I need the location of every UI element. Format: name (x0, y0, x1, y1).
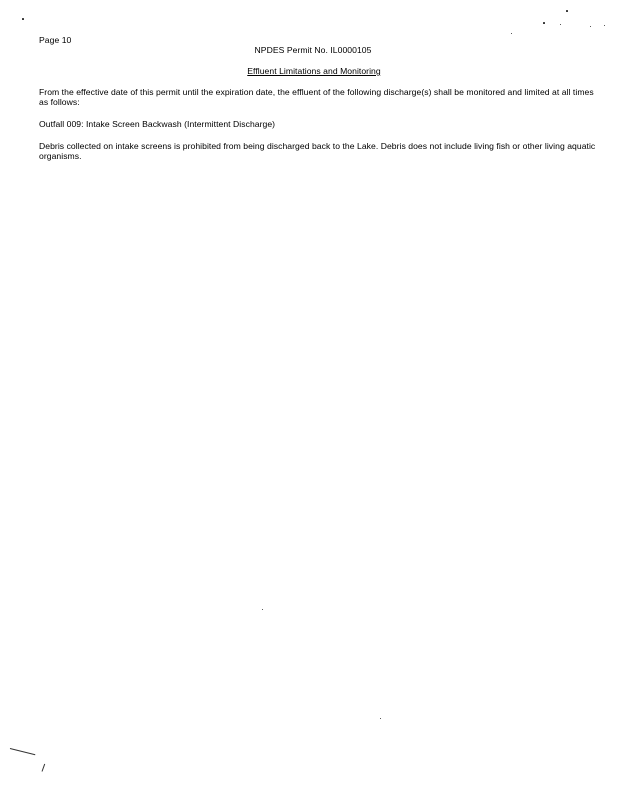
section-title: Effluent Limitations and Monitoring (247, 66, 381, 76)
scan-speck (543, 22, 545, 24)
scan-speck (566, 10, 568, 12)
intro-paragraph: From the effective date of this permit until the expiration date, the effluent of the following discharge(s) shall be monitored and limited at all times as follows: (39, 87, 594, 107)
scan-speck (22, 18, 24, 20)
scan-speck (590, 26, 591, 27)
scan-speck (560, 24, 561, 25)
outfall-heading: Outfall 009: Intake Screen Backwash (Intermittent Discharge) (39, 119, 276, 129)
debris-paragraph: Debris collected on intake screens is prohibited from being discharged back to the Lake. Debris does not include living fish or other living aquatic organisms. (39, 141, 596, 161)
scan-speck (380, 718, 381, 719)
permit-number: NPDES Permit No. IL0000105 (254, 45, 372, 55)
scan-mark (10, 748, 35, 755)
scan-mark (42, 764, 46, 772)
scan-speck (262, 609, 263, 610)
scan-speck (604, 25, 605, 26)
scan-speck (511, 33, 512, 34)
page-number: Page 10 (39, 35, 72, 45)
